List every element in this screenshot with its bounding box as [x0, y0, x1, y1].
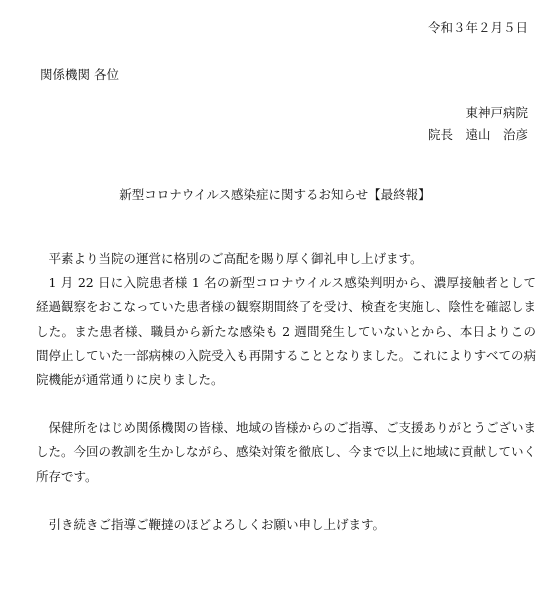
paragraph-report: 1 月 22 日に入院患者様 1 名の新型コロナウイルス感染判明から、濃厚接触者として経過観察をおこなっていた患者様の観察期間終了を受け、検査を実施し、陰性を確認しました。また患者様、職員から新たな感染も 2 週間発生していないとから、本日よりこの間停止していた一部病棟の入院受入も再開することとなりました。これによりすべての病院機能が通常通りに戻りました。	[36, 275, 536, 388]
document-body	[36, 247, 536, 537]
sender-name: 院長 遠山 治彦	[427, 127, 528, 142]
paragraph-greeting: 平素より当院の運営に格別のご高配を賜り厚く御礼申し上げます。	[48, 251, 423, 266]
document-title: 新型コロナウイルス感染症に関するお知らせ【最終報】	[119, 187, 431, 202]
paragraph-thanks: 保健所をはじめ関係機関の皆様、地域の皆様からのご指導、ご支援ありがとうございました。今回の教訓を生かしながら、感染対策を徹底し、今まで以上に地域に貢献していく所存です。	[36, 420, 537, 484]
document-date: 令和３年２月５日	[427, 20, 528, 35]
sender-organization: 東神戸病院	[465, 105, 528, 120]
addressee: 関係機関 各位	[40, 67, 119, 82]
paragraph-closing: 引き続きご指導ご鞭撻のほどよろしくお願い申し上げます。	[48, 516, 386, 532]
